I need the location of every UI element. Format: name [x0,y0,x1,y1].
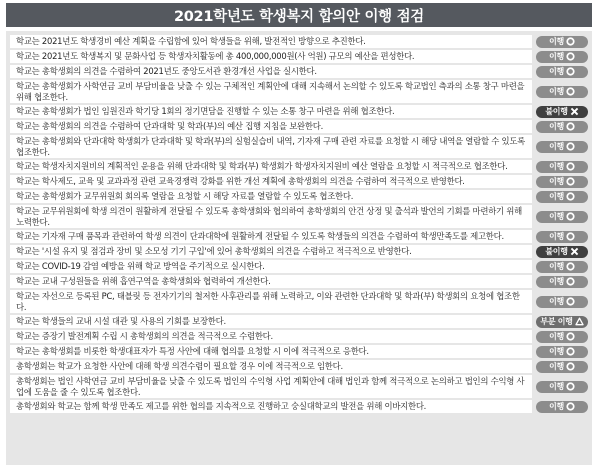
status-badge [536,211,588,223]
checklist-item-text: 학교는 총학생회가 법인 임원진과 학기당 1회의 정기면담을 진행할 수 있는 소통 창구 마련을 위해 협조한다. [10,105,532,118]
status-badge [536,121,588,133]
status-label: 이행 [549,67,564,76]
checklist-item-text: 학교는 총학생회를 비롯한 학생대표자가 특정 사안에 대해 협의를 요청할 시 이에 적극적으로 응한다. [10,345,532,358]
status-label: 이행 [549,347,564,356]
status-icon [566,262,575,271]
circle-icon [566,277,575,286]
circle-icon [566,262,575,271]
status-label: 이행 [549,192,564,201]
status-icon [566,212,575,221]
circle-icon [566,232,575,241]
checklist-row [10,175,588,188]
status-label: 이행 [549,402,564,411]
status-label: 이행 [549,362,564,371]
checklist-item-text: 학교는 학사제도, 교육 및 교과과정 관련 교육경쟁력 강화를 위한 개선 계획에 총학생회의 의견을 수렴하여 적극적으로 반영한다. [10,175,532,188]
circle-icon [566,362,575,371]
status-label: 이행 [549,297,564,306]
status-badge [536,106,588,118]
status-icon [566,142,575,151]
status-icon [575,317,584,326]
status-badge [536,296,588,308]
checklist-row [10,35,588,48]
status-badge [536,141,588,153]
status-label: 이행 [549,142,564,151]
checklist-item-text: 학교는 교내 구성원들을 위해 흡연구역을 총학생회와 협력하여 개선한다. [10,275,532,288]
status-badge [536,176,588,188]
checklist-row [10,80,588,103]
status-icon [570,247,579,256]
status-icon [566,347,575,356]
status-badge [536,381,588,393]
status-label: 이행 [549,232,564,241]
status-badge [536,36,588,48]
checklist-item-text: 총학생회는 학교가 요청한 사안에 대해 학생 의견수렴이 필요할 경우 이에 적극적으로 임한다. [10,360,532,373]
status-icon [566,162,575,171]
status-icon [566,122,575,131]
checklist-row [10,275,588,288]
status-label: 이행 [549,262,564,271]
status-icon [566,37,575,46]
checklist-row [10,205,588,228]
circle-icon [566,382,575,391]
checklist-row [10,330,588,343]
status-label: 부분 이행 [540,317,573,326]
checklist-item-text: 총학생회와 학교는 함께 학생 만족도 제고를 위한 협의를 지속적으로 진행하고 숭실대학교의 발전을 위해 이바지한다. [10,400,532,413]
x-icon [570,247,579,256]
checklist-row [10,230,588,243]
checklist-item-text: 학교는 2021년도 학생복지 및 문화사업 등 학생자치활동에 총 400,000,000원(사 억원) 규모의 예산을 편성한다. [10,50,532,63]
circle-icon [566,52,575,61]
circle-icon [566,192,575,201]
status-icon [566,382,575,391]
checklist-row [10,65,588,78]
checklist-item-text: 학교는 총학생회가 교무위원회 회의록 열람을 요청할 시 해당 자료를 열람할 수 있도록 협조한다. [10,190,532,203]
circle-icon [566,297,575,306]
status-label: 불이행 [545,107,568,116]
circle-icon [566,177,575,186]
circle-icon [566,37,575,46]
checklist-item-text: 학교는 총학생회의 의견을 수렴하여 단과대학 및 학과(부)의 예산 집행 지침을 보완한다. [10,120,532,133]
status-label: 이행 [549,177,564,186]
checklist-item-text: 총학생회는 법인 사학연금 교비 부담비율을 낮출 수 있도록 법인의 수익형 사업 계획안에 대해 법인과 함께 적극적으로 논의하고 법인의 수익형 사업에 도움을 줄 수 있도록 협조한다. [10,375,532,398]
checklist-rows [10,35,588,413]
circle-icon [566,347,575,356]
status-badge [536,86,588,98]
status-icon [566,232,575,241]
status-label: 이행 [549,382,564,391]
status-badge [536,331,588,343]
status-icon [566,402,575,411]
status-badge [536,161,588,173]
status-badge [536,51,588,63]
status-icon [566,277,575,286]
status-icon [566,87,575,96]
status-badge [536,231,588,243]
checklist-row [10,290,588,313]
checklist-item-text: 학교는 자선으로 등록된 PC, 태블릿 등 전자기기의 철저한 사후관리를 위해 노력하고, 이와 관련한 단과대학 및 학과(부) 학생회의 요청에 협조한다. [10,290,532,313]
status-badge [536,66,588,78]
status-icon [566,177,575,186]
checklist-item-text: 학교는 교무위원회에 학생 의견이 원활하게 전달될 수 있도록 총학생회와 협의하여 총학생회의 안건 상정 및 출석과 발언의 기회를 마련하기 위해 노력한다. [10,205,532,228]
status-badge [536,261,588,273]
status-icon [566,67,575,76]
checklist-row [10,245,588,258]
status-badge [536,346,588,358]
status-badge [536,246,588,258]
triangle-icon [575,317,584,326]
checklist-item-text: 학교는 증장기 발전계획 수립 시 총학생회의 의견을 적극적으로 수렴한다. [10,330,532,343]
status-label: 이행 [549,332,564,341]
circle-icon [566,332,575,341]
checklist-item-text: 학교는 총학생회가 사학연금 교비 부담비율을 낮출 수 있는 구체적인 계획안에 대해 지속해서 논의할 수 있도록 학교법인 측과의 소통 창구 마련을 위해 협조한다. [10,80,532,103]
circle-icon [566,87,575,96]
circle-icon [566,67,575,76]
checklist-row [10,345,588,358]
checklist-row [10,160,588,173]
status-label: 불이행 [545,247,568,256]
checklist-item-text: 학교는 '시설 유지 및 점검과 장비 및 소모성 기기 구입'에 있어 총학생회의 의견을 수렴하고 적극적으로 반영한다. [10,245,532,258]
status-badge [536,316,588,328]
status-label: 이행 [549,37,564,46]
checklist-item-text: 학교는 2021년도 학생경비 예산 계획을 수립함에 있어 학생들을 위해, 발전적인 방향으로 추진한다. [10,35,532,48]
status-badge [536,401,588,413]
checklist-item-text: 학교는 COVID-19 감염 예방을 위해 학교 방역을 주기적으로 실시한다. [10,260,532,273]
checklist-row [10,50,588,63]
checklist-row [10,400,588,413]
circle-icon [566,162,575,171]
checklist-row [10,315,588,328]
status-icon [570,107,579,116]
checklist-row [10,105,588,118]
status-badge [536,361,588,373]
status-icon [566,192,575,201]
checklist-row [10,190,588,203]
checklist-item-text: 학교는 총학생회의 의견을 수렴하여 2021년도 중앙도서관 환경개선 사업을 실시한다. [10,65,532,78]
checklist-row [10,375,588,398]
status-label: 이행 [549,277,564,286]
status-icon [566,297,575,306]
checklist-item-text: 학교는 기자재 구매 품목과 관련하여 학생 의견이 단과대학에 원활하게 전달될 수 있도록 학생들의 의견을 수렴하여 학생만족도를 제고한다. [10,230,532,243]
checklist-row [10,135,588,158]
status-icon [566,332,575,341]
checklist-item-text: 학교는 학생자치지원비의 계획적인 운용을 위해 단과대학 및 학과(부) 학생회가 학생자치지원비 예산 열람을 요청할 시 적극적으로 협조한다. [10,160,532,173]
x-icon [570,107,579,116]
checklist-row [10,360,588,373]
status-icon [566,52,575,61]
checklist-row [10,120,588,133]
circle-icon [566,212,575,221]
checklist-row [10,260,588,273]
page-title: 2021학년도 학생복지 합의안 이행 점검 [6,3,592,27]
checklist-item-text: 학교는 총학생회와 단과대학 학생회가 단과대학 및 학과(부)의 실험실습비 내역, 기자재 구매 관련 자료를 요청할 시 해당 내역을 열람할 수 있도록 협조한다. [10,135,532,158]
checklist-panel [6,31,592,465]
status-badge [536,191,588,203]
circle-icon [566,122,575,131]
status-label: 이행 [549,122,564,131]
status-label: 이행 [549,162,564,171]
circle-icon [566,402,575,411]
status-label: 이행 [549,212,564,221]
checklist-item-text: 학교는 학생들의 교내 시설 대관 및 사용의 기회를 보장한다. [10,315,532,328]
status-label: 이행 [549,87,564,96]
status-label: 이행 [549,52,564,61]
circle-icon [566,142,575,151]
status-icon [566,362,575,371]
status-badge [536,276,588,288]
